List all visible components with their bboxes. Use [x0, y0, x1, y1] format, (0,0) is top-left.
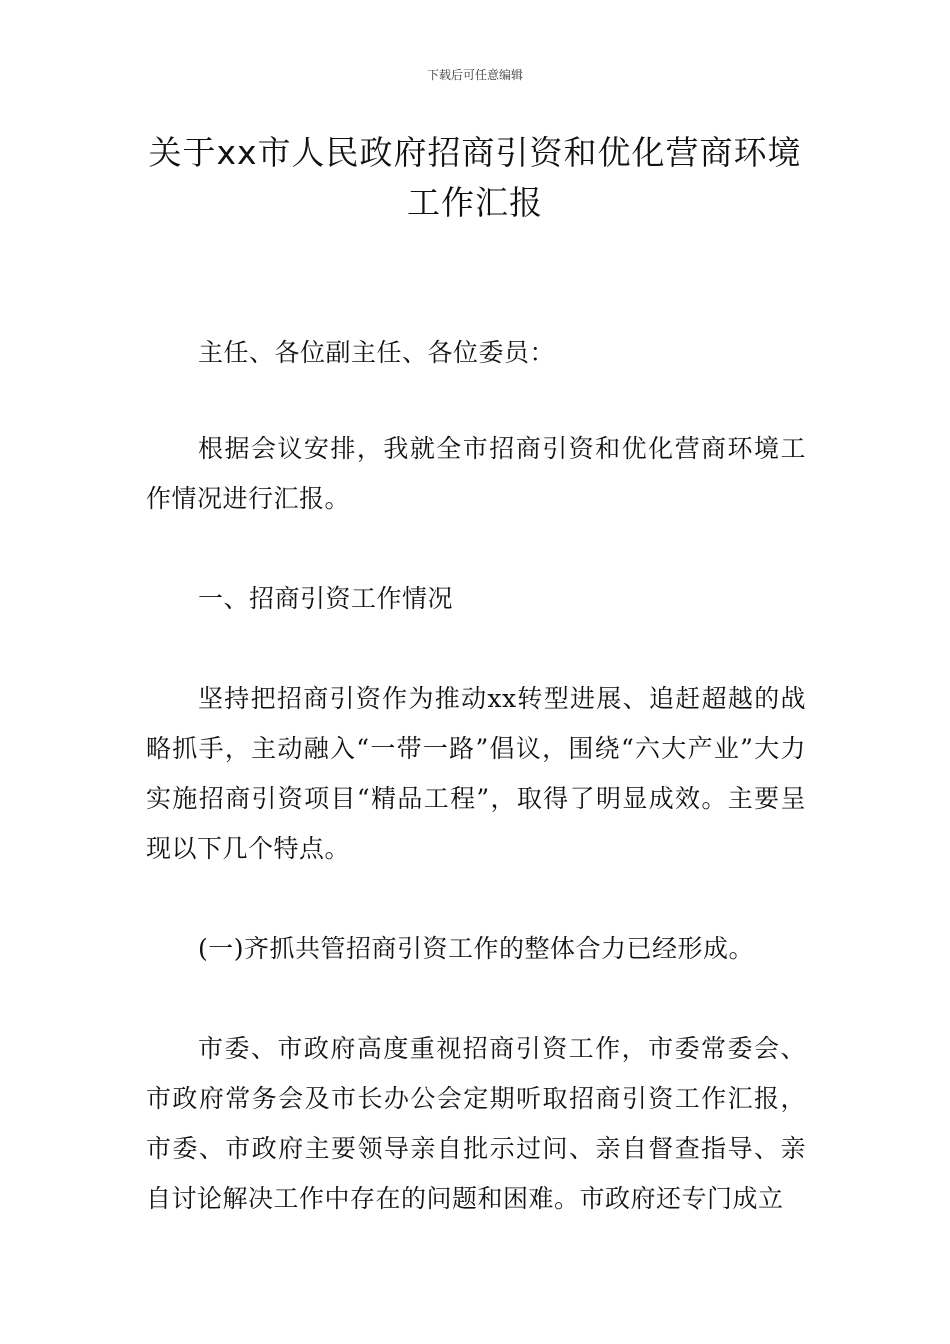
- intro-paragraph: 根据会议安排，我就全市招商引资和优化营商环境工作情况进行汇报。: [146, 434, 806, 513]
- page-header-note: 下载后可任意编辑: [426, 68, 523, 82]
- section-body-paragraph: 坚持把招商引资作为推动xx转型进展、追赶超越的战略抓手，主动融入“一带一路”倡议，围绕“六大产业”大力实施招商引资项目“精品工程”，取得了明显成效。主要呈现以下几个特点。: [146, 684, 806, 863]
- document-title: 关于xx市人民政府招商引资和优化营商环境工作汇报: [148, 133, 802, 222]
- salutation-paragraph: 主任、各位副主任、各位委员：: [198, 338, 556, 367]
- subsection-heading: (一)齐抓共管招商引资工作的整体合力已经形成。: [198, 934, 755, 963]
- subsection-body-paragraph: 市委、市政府高度重视招商引资工作，市委常委会、市政府常务会及市长办公会定期听取招商引资工作汇报，市委、市政府主要领导亲自批示过问、亲自督查指导、亲自讨论解决工作中存在的问题和困难。市政府还专门成立: [146, 1034, 806, 1213]
- section-heading-investment: 一、招商引资工作情况: [198, 584, 454, 613]
